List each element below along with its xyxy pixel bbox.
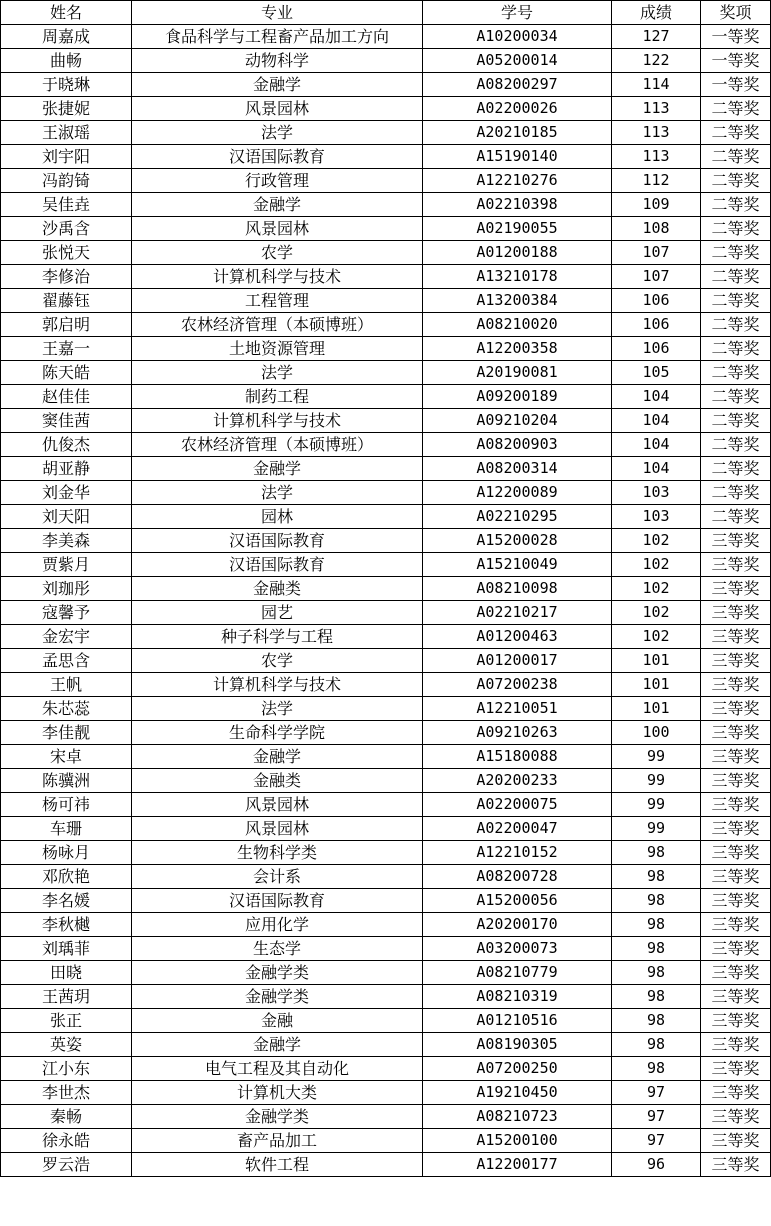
cell-name: 王茜玥 <box>1 985 132 1009</box>
cell-score: 114 <box>612 73 701 97</box>
cell-name: 刘珈彤 <box>1 577 132 601</box>
cell-score: 104 <box>612 457 701 481</box>
cell-award: 三等奖 <box>701 841 771 865</box>
table-row <box>1 865 771 889</box>
cell-award: 二等奖 <box>701 241 771 265</box>
header-major: 专业 <box>132 1 423 25</box>
cell-student-id: A12210051 <box>423 697 612 721</box>
table-row <box>1 241 771 265</box>
cell-award: 二等奖 <box>701 505 771 529</box>
cell-name: 车珊 <box>1 817 132 841</box>
cell-name: 李名媛 <box>1 889 132 913</box>
cell-major: 制药工程 <box>132 385 423 409</box>
cell-name: 王淑瑶 <box>1 121 132 145</box>
cell-major: 电气工程及其自动化 <box>132 1057 423 1081</box>
cell-name: 李秋樾 <box>1 913 132 937</box>
cell-student-id: A05200014 <box>423 49 612 73</box>
cell-major: 金融学 <box>132 1033 423 1057</box>
cell-award: 二等奖 <box>701 481 771 505</box>
cell-score: 101 <box>612 697 701 721</box>
cell-score: 106 <box>612 337 701 361</box>
cell-student-id: A10200034 <box>423 25 612 49</box>
cell-major: 种子科学与工程 <box>132 625 423 649</box>
cell-major: 金融类 <box>132 577 423 601</box>
cell-major: 食品科学与工程畜产品加工方向 <box>132 25 423 49</box>
cell-award: 三等奖 <box>701 1057 771 1081</box>
cell-name: 曲畅 <box>1 49 132 73</box>
cell-student-id: A01210516 <box>423 1009 612 1033</box>
cell-score: 98 <box>612 841 701 865</box>
cell-name: 王嘉一 <box>1 337 132 361</box>
cell-award: 二等奖 <box>701 337 771 361</box>
cell-name: 刘瑀菲 <box>1 937 132 961</box>
table-row <box>1 217 771 241</box>
table-body <box>1 25 771 1177</box>
table-row <box>1 1105 771 1129</box>
cell-major: 农学 <box>132 241 423 265</box>
cell-score: 104 <box>612 409 701 433</box>
cell-score: 127 <box>612 25 701 49</box>
cell-name: 陈骥洲 <box>1 769 132 793</box>
cell-student-id: A08190305 <box>423 1033 612 1057</box>
cell-student-id: A15210049 <box>423 553 612 577</box>
table-row <box>1 697 771 721</box>
cell-name: 罗云浩 <box>1 1153 132 1177</box>
cell-award: 三等奖 <box>701 865 771 889</box>
cell-name: 李世杰 <box>1 1081 132 1105</box>
cell-award: 三等奖 <box>701 577 771 601</box>
cell-award: 三等奖 <box>701 961 771 985</box>
cell-name: 于晓琳 <box>1 73 132 97</box>
table-row <box>1 505 771 529</box>
cell-student-id: A15180088 <box>423 745 612 769</box>
cell-award: 三等奖 <box>701 673 771 697</box>
cell-name: 宋卓 <box>1 745 132 769</box>
cell-name: 窦佳茜 <box>1 409 132 433</box>
cell-award: 三等奖 <box>701 1105 771 1129</box>
cell-name: 翟藤钰 <box>1 289 132 313</box>
cell-score: 104 <box>612 385 701 409</box>
cell-major: 园林 <box>132 505 423 529</box>
header-name: 姓名 <box>1 1 132 25</box>
cell-student-id: A02210295 <box>423 505 612 529</box>
cell-score: 98 <box>612 913 701 937</box>
cell-score: 104 <box>612 433 701 457</box>
cell-score: 98 <box>612 1033 701 1057</box>
cell-name: 张正 <box>1 1009 132 1033</box>
cell-award: 二等奖 <box>701 169 771 193</box>
cell-major: 生态学 <box>132 937 423 961</box>
cell-score: 103 <box>612 505 701 529</box>
cell-student-id: A08200297 <box>423 73 612 97</box>
cell-name: 周嘉成 <box>1 25 132 49</box>
cell-name: 贾紫月 <box>1 553 132 577</box>
table-row <box>1 121 771 145</box>
cell-award: 二等奖 <box>701 217 771 241</box>
table-row <box>1 1033 771 1057</box>
cell-student-id: A02210217 <box>423 601 612 625</box>
table-row <box>1 769 771 793</box>
cell-score: 99 <box>612 817 701 841</box>
header-student-id: 学号 <box>423 1 612 25</box>
cell-score: 112 <box>612 169 701 193</box>
cell-student-id: A02210398 <box>423 193 612 217</box>
cell-student-id: A15200056 <box>423 889 612 913</box>
cell-score: 98 <box>612 985 701 1009</box>
cell-name: 吴佳垚 <box>1 193 132 217</box>
cell-major: 风景园林 <box>132 793 423 817</box>
cell-score: 98 <box>612 937 701 961</box>
cell-award: 三等奖 <box>701 769 771 793</box>
cell-award: 三等奖 <box>701 1081 771 1105</box>
cell-major: 计算机大类 <box>132 1081 423 1105</box>
cell-name: 张捷妮 <box>1 97 132 121</box>
cell-score: 102 <box>612 553 701 577</box>
cell-name: 胡亚静 <box>1 457 132 481</box>
table-row <box>1 937 771 961</box>
cell-score: 100 <box>612 721 701 745</box>
cell-award: 二等奖 <box>701 97 771 121</box>
cell-major: 农林经济管理（本硕博班） <box>132 433 423 457</box>
cell-student-id: A02200075 <box>423 793 612 817</box>
cell-major: 计算机科学与技术 <box>132 409 423 433</box>
cell-student-id: A12200177 <box>423 1153 612 1177</box>
cell-award: 三等奖 <box>701 817 771 841</box>
cell-award: 二等奖 <box>701 121 771 145</box>
cell-score: 97 <box>612 1129 701 1153</box>
cell-name: 王帆 <box>1 673 132 697</box>
cell-major: 法学 <box>132 481 423 505</box>
cell-score: 102 <box>612 577 701 601</box>
cell-score: 113 <box>612 121 701 145</box>
cell-award: 一等奖 <box>701 49 771 73</box>
table-row <box>1 961 771 985</box>
header-award: 奖项 <box>701 1 771 25</box>
cell-award: 一等奖 <box>701 73 771 97</box>
cell-name: 朱芯蕊 <box>1 697 132 721</box>
cell-score: 98 <box>612 889 701 913</box>
table-row <box>1 793 771 817</box>
cell-major: 金融学 <box>132 457 423 481</box>
cell-major: 农学 <box>132 649 423 673</box>
cell-major: 金融学类 <box>132 961 423 985</box>
cell-award: 二等奖 <box>701 193 771 217</box>
cell-student-id: A15200100 <box>423 1129 612 1153</box>
cell-score: 101 <box>612 673 701 697</box>
cell-score: 113 <box>612 97 701 121</box>
cell-major: 金融学类 <box>132 1105 423 1129</box>
cell-student-id: A03200073 <box>423 937 612 961</box>
cell-student-id: A12210276 <box>423 169 612 193</box>
cell-student-id: A19210450 <box>423 1081 612 1105</box>
cell-student-id: A08200314 <box>423 457 612 481</box>
cell-name: 徐永皓 <box>1 1129 132 1153</box>
cell-score: 102 <box>612 529 701 553</box>
cell-score: 98 <box>612 865 701 889</box>
cell-student-id: A20190081 <box>423 361 612 385</box>
cell-score: 106 <box>612 313 701 337</box>
cell-name: 田晓 <box>1 961 132 985</box>
table-row <box>1 817 771 841</box>
cell-score: 108 <box>612 217 701 241</box>
cell-major: 生物科学类 <box>132 841 423 865</box>
cell-major: 汉语国际教育 <box>132 145 423 169</box>
cell-major: 法学 <box>132 697 423 721</box>
table-row <box>1 25 771 49</box>
cell-student-id: A08210723 <box>423 1105 612 1129</box>
cell-score: 99 <box>612 745 701 769</box>
cell-name: 李修治 <box>1 265 132 289</box>
cell-award: 三等奖 <box>701 745 771 769</box>
cell-student-id: A12200358 <box>423 337 612 361</box>
cell-award: 三等奖 <box>701 793 771 817</box>
cell-score: 113 <box>612 145 701 169</box>
cell-major: 法学 <box>132 121 423 145</box>
cell-student-id: A08210020 <box>423 313 612 337</box>
table-row <box>1 361 771 385</box>
cell-major: 金融类 <box>132 769 423 793</box>
table-row <box>1 1081 771 1105</box>
cell-name: 张悦天 <box>1 241 132 265</box>
cell-score: 98 <box>612 961 701 985</box>
cell-major: 法学 <box>132 361 423 385</box>
cell-student-id: A08210098 <box>423 577 612 601</box>
table-row <box>1 553 771 577</box>
cell-score: 107 <box>612 241 701 265</box>
cell-major: 金融学 <box>132 745 423 769</box>
table-row <box>1 385 771 409</box>
cell-major: 金融学类 <box>132 985 423 1009</box>
table-row <box>1 673 771 697</box>
cell-major: 计算机科学与技术 <box>132 673 423 697</box>
cell-student-id: A13210178 <box>423 265 612 289</box>
cell-major: 行政管理 <box>132 169 423 193</box>
cell-award: 二等奖 <box>701 313 771 337</box>
table-row <box>1 409 771 433</box>
cell-award: 三等奖 <box>701 1153 771 1177</box>
table-row <box>1 433 771 457</box>
cell-major: 风景园林 <box>132 217 423 241</box>
cell-student-id: A13200384 <box>423 289 612 313</box>
cell-name: 冯韵锜 <box>1 169 132 193</box>
cell-student-id: A15200028 <box>423 529 612 553</box>
table-row <box>1 145 771 169</box>
table-row <box>1 1057 771 1081</box>
table-row <box>1 313 771 337</box>
table-row <box>1 745 771 769</box>
cell-student-id: A01200463 <box>423 625 612 649</box>
table-row <box>1 169 771 193</box>
cell-score: 103 <box>612 481 701 505</box>
table-row <box>1 577 771 601</box>
table-row <box>1 265 771 289</box>
table-row <box>1 721 771 745</box>
cell-major: 动物科学 <box>132 49 423 73</box>
cell-name: 李佳靓 <box>1 721 132 745</box>
cell-student-id: A09200189 <box>423 385 612 409</box>
cell-student-id: A01200188 <box>423 241 612 265</box>
table-row <box>1 73 771 97</box>
cell-student-id: A12200089 <box>423 481 612 505</box>
cell-award: 三等奖 <box>701 553 771 577</box>
cell-award: 三等奖 <box>701 649 771 673</box>
cell-award: 三等奖 <box>701 937 771 961</box>
table-row <box>1 1009 771 1033</box>
cell-student-id: A20200170 <box>423 913 612 937</box>
cell-score: 99 <box>612 769 701 793</box>
cell-student-id: A20200233 <box>423 769 612 793</box>
cell-major: 风景园林 <box>132 817 423 841</box>
cell-name: 刘金华 <box>1 481 132 505</box>
cell-score: 97 <box>612 1081 701 1105</box>
cell-name: 仇俊杰 <box>1 433 132 457</box>
cell-student-id: A12210152 <box>423 841 612 865</box>
cell-name: 赵佳佳 <box>1 385 132 409</box>
table-row <box>1 601 771 625</box>
cell-name: 刘天阳 <box>1 505 132 529</box>
cell-score: 102 <box>612 601 701 625</box>
cell-major: 畜产品加工 <box>132 1129 423 1153</box>
cell-award: 三等奖 <box>701 529 771 553</box>
cell-student-id: A08210779 <box>423 961 612 985</box>
cell-score: 101 <box>612 649 701 673</box>
cell-award: 三等奖 <box>701 1009 771 1033</box>
cell-name: 沙禹含 <box>1 217 132 241</box>
cell-award: 三等奖 <box>701 889 771 913</box>
table-row <box>1 913 771 937</box>
cell-major: 汉语国际教育 <box>132 553 423 577</box>
table-row <box>1 1129 771 1153</box>
cell-name: 刘宇阳 <box>1 145 132 169</box>
cell-major: 应用化学 <box>132 913 423 937</box>
cell-award: 二等奖 <box>701 409 771 433</box>
cell-major: 汉语国际教育 <box>132 889 423 913</box>
table-row <box>1 457 771 481</box>
cell-score: 106 <box>612 289 701 313</box>
cell-name: 杨咏月 <box>1 841 132 865</box>
cell-name: 寇馨予 <box>1 601 132 625</box>
cell-name: 郭启明 <box>1 313 132 337</box>
table-row <box>1 289 771 313</box>
cell-major: 风景园林 <box>132 97 423 121</box>
cell-award: 三等奖 <box>701 625 771 649</box>
table-row <box>1 97 771 121</box>
cell-score: 98 <box>612 1057 701 1081</box>
cell-award: 三等奖 <box>701 1129 771 1153</box>
cell-score: 102 <box>612 625 701 649</box>
table-row <box>1 985 771 1009</box>
cell-major: 农林经济管理（本硕博班） <box>132 313 423 337</box>
cell-name: 秦畅 <box>1 1105 132 1129</box>
cell-major: 计算机科学与技术 <box>132 265 423 289</box>
cell-award: 三等奖 <box>701 985 771 1009</box>
cell-award: 二等奖 <box>701 457 771 481</box>
cell-major: 汉语国际教育 <box>132 529 423 553</box>
cell-name: 邓欣艳 <box>1 865 132 889</box>
cell-award: 二等奖 <box>701 385 771 409</box>
cell-student-id: A08200728 <box>423 865 612 889</box>
cell-award: 三等奖 <box>701 721 771 745</box>
cell-award: 一等奖 <box>701 25 771 49</box>
cell-name: 英姿 <box>1 1033 132 1057</box>
cell-award: 二等奖 <box>701 145 771 169</box>
cell-student-id: A08210319 <box>423 985 612 1009</box>
cell-student-id: A02200047 <box>423 817 612 841</box>
cell-name: 杨可祎 <box>1 793 132 817</box>
cell-score: 122 <box>612 49 701 73</box>
cell-score: 98 <box>612 1009 701 1033</box>
cell-score: 109 <box>612 193 701 217</box>
table-row <box>1 841 771 865</box>
cell-name: 江小东 <box>1 1057 132 1081</box>
table-row <box>1 49 771 73</box>
cell-student-id: A15190140 <box>423 145 612 169</box>
cell-name: 孟思含 <box>1 649 132 673</box>
cell-student-id: A02200026 <box>423 97 612 121</box>
cell-award: 三等奖 <box>701 913 771 937</box>
cell-major: 土地资源管理 <box>132 337 423 361</box>
cell-major: 生命科学学院 <box>132 721 423 745</box>
cell-major: 会计系 <box>132 865 423 889</box>
cell-award: 二等奖 <box>701 433 771 457</box>
table-row <box>1 481 771 505</box>
cell-student-id: A09210204 <box>423 409 612 433</box>
cell-name: 陈天皓 <box>1 361 132 385</box>
cell-name: 李美森 <box>1 529 132 553</box>
cell-award: 三等奖 <box>701 1033 771 1057</box>
header-score: 成绩 <box>612 1 701 25</box>
cell-major: 园艺 <box>132 601 423 625</box>
cell-award: 三等奖 <box>701 601 771 625</box>
cell-student-id: A08200903 <box>423 433 612 457</box>
table-row <box>1 889 771 913</box>
cell-student-id: A09210263 <box>423 721 612 745</box>
table-row <box>1 337 771 361</box>
table-row <box>1 529 771 553</box>
cell-award: 二等奖 <box>701 361 771 385</box>
cell-score: 99 <box>612 793 701 817</box>
cell-award: 二等奖 <box>701 265 771 289</box>
cell-score: 105 <box>612 361 701 385</box>
cell-major: 软件工程 <box>132 1153 423 1177</box>
table-row <box>1 649 771 673</box>
cell-award: 二等奖 <box>701 289 771 313</box>
cell-student-id: A01200017 <box>423 649 612 673</box>
table-row <box>1 625 771 649</box>
cell-name: 金宏宇 <box>1 625 132 649</box>
cell-student-id: A07200238 <box>423 673 612 697</box>
cell-major: 工程管理 <box>132 289 423 313</box>
cell-major: 金融学 <box>132 73 423 97</box>
cell-major: 金融学 <box>132 193 423 217</box>
cell-award: 三等奖 <box>701 697 771 721</box>
header-row <box>1 1 771 25</box>
cell-student-id: A07200250 <box>423 1057 612 1081</box>
table-row <box>1 1153 771 1177</box>
cell-major: 金融 <box>132 1009 423 1033</box>
cell-score: 107 <box>612 265 701 289</box>
cell-student-id: A02190055 <box>423 217 612 241</box>
table-row <box>1 193 771 217</box>
cell-score: 97 <box>612 1105 701 1129</box>
cell-student-id: A20210185 <box>423 121 612 145</box>
cell-score: 96 <box>612 1153 701 1177</box>
